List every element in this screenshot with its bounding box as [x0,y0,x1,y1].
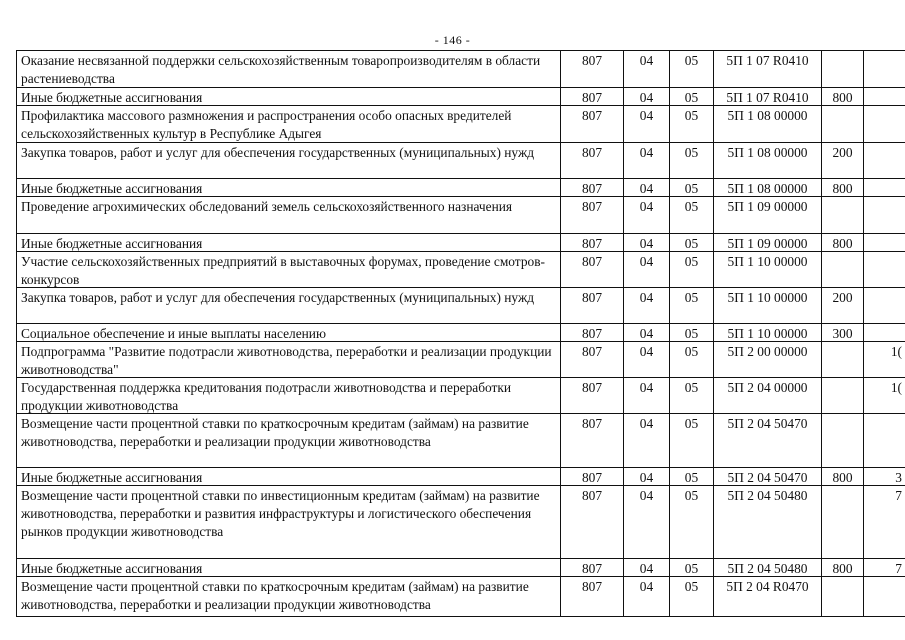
row-subsection-code: 05 [669,234,713,251]
row-target-code: 5П 2 00 00000 [713,342,821,377]
row-name: Подпрограмма "Развитие подотрасли животноводства, переработки и реализации продукции животноводства" [16,342,560,377]
row-section-code: 04 [623,197,669,233]
row-subsection-code: 05 [669,143,713,178]
row-amount [863,51,905,87]
table-row [16,486,905,559]
row-expense-type [821,342,863,377]
row-section-code: 04 [623,577,669,616]
row-name: Проведение агрохимических обследований земель сельскохозяйственного назначения [16,197,560,233]
row-target-code: 5П 2 04 50470 [713,468,821,485]
row-target-code: 5П 1 08 00000 [713,143,821,178]
row-section-code: 04 [623,342,669,377]
row-ved-code: 807 [560,252,623,287]
row-ved-code: 807 [560,197,623,233]
table-row [16,234,905,252]
table-row [16,324,905,342]
row-ved-code: 807 [560,143,623,178]
row-name: Социальное обеспечение и иные выплаты населению [16,324,560,341]
row-amount [863,179,905,196]
row-amount: 7 [863,559,905,576]
row-section-code: 04 [623,51,669,87]
row-amount: 1( [863,342,905,377]
row-expense-type: 200 [821,288,863,323]
row-section-code: 04 [623,486,669,558]
row-ved-code: 807 [560,324,623,341]
row-ved-code: 807 [560,559,623,576]
row-section-code: 04 [623,252,669,287]
row-name: Возмещение части процентной ставки по краткосрочным кредитам (займам) на развитие животноводства, переработки и реализации продукции животноводства [16,414,560,467]
row-expense-type: 800 [821,559,863,576]
row-subsection-code: 05 [669,252,713,287]
row-target-code: 5П 2 04 00000 [713,378,821,413]
row-subsection-code: 05 [669,106,713,142]
row-ved-code: 807 [560,179,623,196]
row-target-code: 5П 1 10 00000 [713,252,821,287]
row-expense-type [821,252,863,287]
row-name: Государственная поддержка кредитования подотрасли животноводства и переработки продукции животноводства [16,378,560,413]
row-ved-code: 807 [560,486,623,558]
row-ved-code: 807 [560,51,623,87]
table-row [16,577,905,617]
row-name: Закупка товаров, работ и услуг для обеспечения государственных (муниципальных) нужд [16,288,560,323]
row-amount [863,234,905,251]
table-row [16,179,905,197]
row-amount [863,197,905,233]
row-section-code: 04 [623,288,669,323]
row-ved-code: 807 [560,288,623,323]
row-section-code: 04 [623,559,669,576]
row-subsection-code: 05 [669,486,713,558]
row-ved-code: 807 [560,234,623,251]
table-row [16,414,905,468]
row-name: Возмещение части процентной ставки по инвестиционным кредитам (займам) на развитие животноводства, переработки и развития инфраструктуры и логистического обеспечения рынков продукции животноводства [16,486,560,558]
row-subsection-code: 05 [669,179,713,196]
row-subsection-code: 05 [669,342,713,377]
row-expense-type [821,378,863,413]
row-expense-type [821,577,863,616]
row-section-code: 04 [623,414,669,467]
row-subsection-code: 05 [669,324,713,341]
row-name: Закупка товаров, работ и услуг для обеспечения государственных (муниципальных) нужд [16,143,560,178]
row-amount [863,143,905,178]
row-expense-type: 800 [821,468,863,485]
row-target-code: 5П 2 04 50480 [713,559,821,576]
row-name: Оказание несвязанной поддержки сельскохозяйственным товаропроизводителям в области растениеводства [16,51,560,87]
budget-table [16,50,905,617]
row-target-code: 5П 1 09 00000 [713,197,821,233]
row-ved-code: 807 [560,88,623,105]
table-row [16,197,905,234]
table-row [16,51,905,88]
row-target-code: 5П 1 08 00000 [713,179,821,196]
row-target-code: 5П 2 04 50480 [713,486,821,558]
row-amount [863,88,905,105]
row-subsection-code: 05 [669,414,713,467]
row-subsection-code: 05 [669,378,713,413]
row-expense-type [821,486,863,558]
row-section-code: 04 [623,143,669,178]
row-subsection-code: 05 [669,559,713,576]
table-row [16,378,905,414]
row-target-code: 5П 2 04 R0470 [713,577,821,616]
row-section-code: 04 [623,324,669,341]
row-amount [863,288,905,323]
row-section-code: 04 [623,378,669,413]
row-expense-type [821,51,863,87]
row-target-code: 5П 1 07 R0410 [713,88,821,105]
table-row [16,88,905,106]
table-row [16,468,905,486]
row-ved-code: 807 [560,414,623,467]
row-target-code: 5П 1 09 00000 [713,234,821,251]
row-amount: 1( [863,378,905,413]
row-ved-code: 807 [560,577,623,616]
row-expense-type [821,414,863,467]
row-section-code: 04 [623,88,669,105]
row-expense-type: 800 [821,179,863,196]
row-expense-type [821,197,863,233]
row-section-code: 04 [623,234,669,251]
row-amount: 7 [863,486,905,558]
row-expense-type: 800 [821,88,863,105]
table-row [16,252,905,288]
row-name: Иные бюджетные ассигнования [16,234,560,251]
row-amount [863,252,905,287]
row-section-code: 04 [623,179,669,196]
row-name: Участие сельскохозяйственных предприятий в выставочных форумах, проведение смотров-конкурсов [16,252,560,287]
row-expense-type: 300 [821,324,863,341]
row-name: Иные бюджетные ассигнования [16,88,560,105]
row-ved-code: 807 [560,106,623,142]
row-subsection-code: 05 [669,88,713,105]
row-ved-code: 807 [560,378,623,413]
table-row [16,106,905,143]
table-row [16,559,905,577]
row-amount [863,106,905,142]
row-expense-type [821,106,863,142]
table-row [16,288,905,324]
row-ved-code: 807 [560,468,623,485]
row-subsection-code: 05 [669,51,713,87]
row-name: Профилактика массового размножения и распространения особо опасных вредителей сельскохозяйственных культур в Республике Адыгея [16,106,560,142]
row-target-code: 5П 1 10 00000 [713,288,821,323]
row-target-code: 5П 2 04 50470 [713,414,821,467]
row-name: Иные бюджетные ассигнования [16,559,560,576]
row-section-code: 04 [623,106,669,142]
row-amount: 3 [863,468,905,485]
row-target-code: 5П 1 08 00000 [713,106,821,142]
row-subsection-code: 05 [669,288,713,323]
row-amount [863,577,905,616]
row-expense-type: 200 [821,143,863,178]
table-row [16,143,905,179]
row-ved-code: 807 [560,342,623,377]
row-amount [863,414,905,467]
row-target-code: 5П 1 10 00000 [713,324,821,341]
row-subsection-code: 05 [669,468,713,485]
row-name: Иные бюджетные ассигнования [16,468,560,485]
row-name: Возмещение части процентной ставки по краткосрочным кредитам (займам) на развитие животноводства, переработки и реализации продукции животноводства [16,577,560,616]
row-name: Иные бюджетные ассигнования [16,179,560,196]
row-section-code: 04 [623,468,669,485]
table-row [16,342,905,378]
row-target-code: 5П 1 07 R0410 [713,51,821,87]
row-subsection-code: 05 [669,197,713,233]
page-number: - 146 - [434,33,471,47]
row-amount [863,324,905,341]
row-expense-type: 800 [821,234,863,251]
row-subsection-code: 05 [669,577,713,616]
